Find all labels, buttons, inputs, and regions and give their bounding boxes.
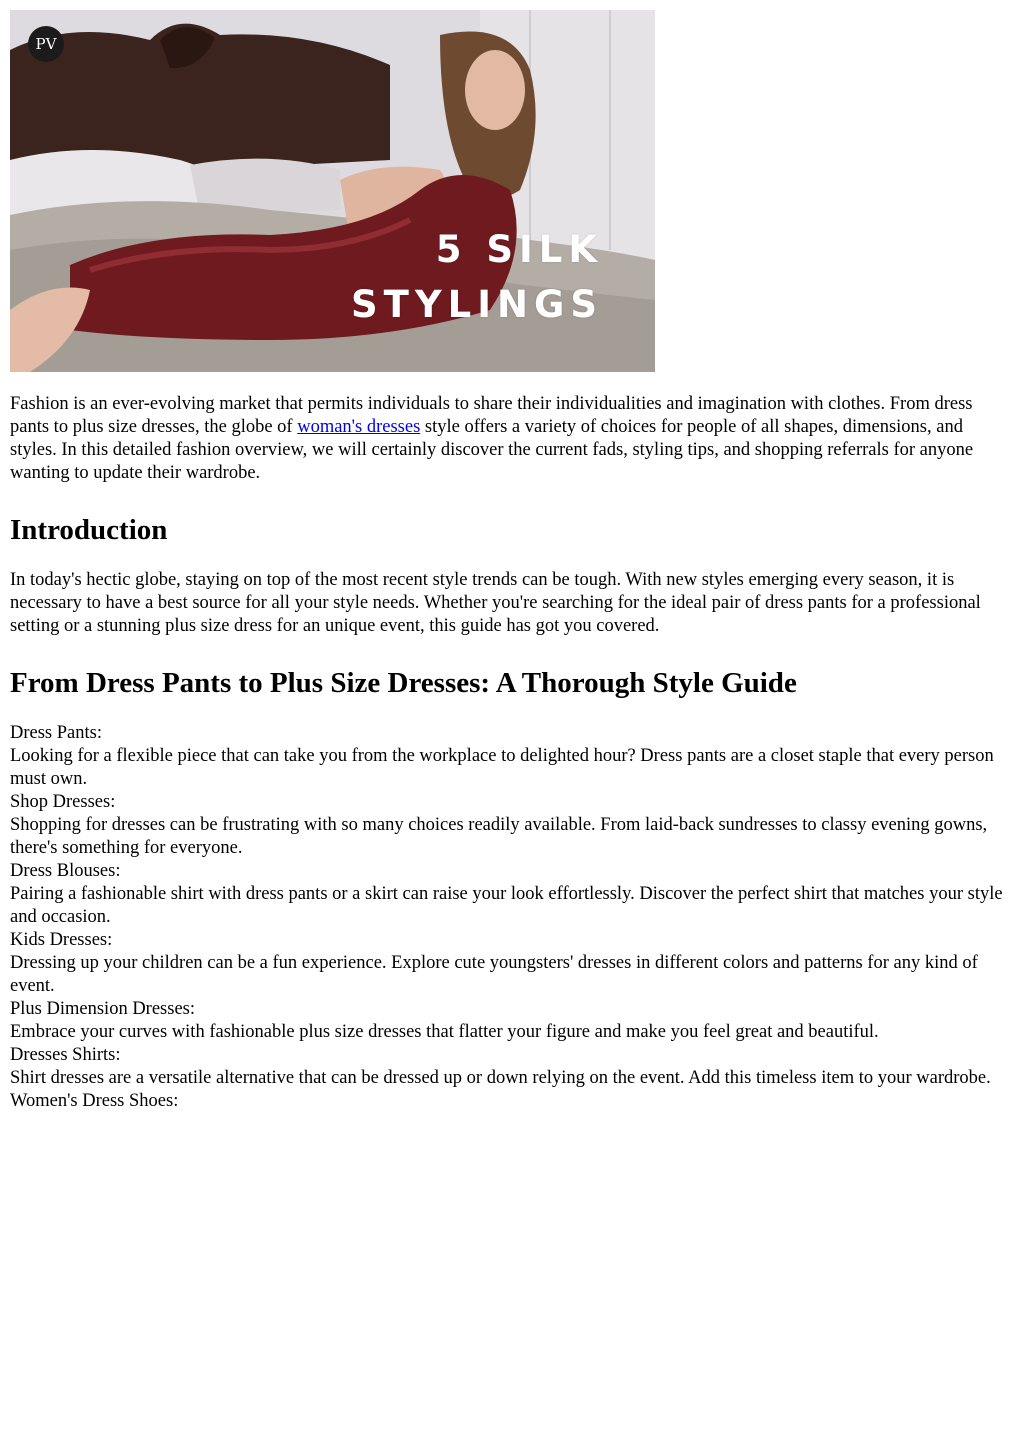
guide-definition: Shopping for dresses can be frustrating with so many choices readily available. From laid-back sundresses to classy evening gowns, there's something for everyone. [10, 815, 988, 858]
guide-term: Dress Pants: [10, 723, 102, 743]
introduction-paragraph: In today's hectic globe, staying on top of the most recent style trends can be tough. With new styles emerging every season, it is necessary to have a best source for all your style needs. Whether you're searching for the ideal pair of dress pants for a professional setting or a stunning plus size dress for an unique event, this guide has got you covered. [10, 570, 981, 636]
guide-definition: Looking for a flexible piece that can take you from the workplace to delighted hour? Dress pants are a closet staple that every person must own. [10, 746, 994, 789]
hero-image [10, 10, 655, 372]
intro-paragraph [10, 393, 1014, 485]
guide-term: Dress Blouses: [10, 861, 121, 881]
womans-dresses-link[interactable]: woman's dresses [297, 417, 421, 437]
guide-definition: Embrace your curves with fashionable plus size dresses that flatter your figure and make you feel great and beautiful. [10, 1022, 879, 1042]
introduction-heading: Introduction [10, 514, 168, 546]
guide-term: Shop Dresses: [10, 792, 116, 812]
hero-caption [351, 222, 603, 332]
guide-definition: Shirt dresses are a versatile alternative that can be dressed up or down relying on the event. Add this timeless item to your wardrobe. [10, 1068, 991, 1088]
intro-text-start: Fashion is an ever-evolving market that permits individuals to share their individualities and imagination with clothes. From dress pants to plus size dresses, the globe of [10, 394, 973, 437]
hero-caption-line-2: STYLINGS [350, 283, 603, 326]
article-body [10, 393, 1014, 1113]
style-guide-list [10, 722, 1014, 1113]
style-guide-heading: From Dress Pants to Plus Size Dresses: A Thorough Style Guide [10, 667, 797, 699]
intro-text-end: style offers a variety of choices for people of all shapes, dimensions, and styles. In this detailed fashion overview, we will certainly discover the current fads, styling tips, and shopping referrals for anyone wanting to update their wardrobe. [10, 417, 974, 483]
guide-term: Plus Dimension Dresses: [10, 999, 195, 1019]
guide-term: Kids Dresses: [10, 930, 113, 950]
guide-term: Dresses Shirts: [10, 1045, 121, 1065]
guide-term: Women's Dress Shoes: [10, 1091, 179, 1111]
guide-definition: Dressing up your children can be a fun experience. Explore cute youngsters' dresses in different colors and patterns for any kind of event. [10, 953, 978, 996]
brand-logo: PV [28, 26, 64, 62]
guide-definition: Pairing a fashionable shirt with dress pants or a skirt can raise your look effortlessly. Discover the perfect shirt that matches your style and occasion. [10, 884, 1003, 927]
hero-caption-line-1: 5 SILK [435, 228, 603, 271]
